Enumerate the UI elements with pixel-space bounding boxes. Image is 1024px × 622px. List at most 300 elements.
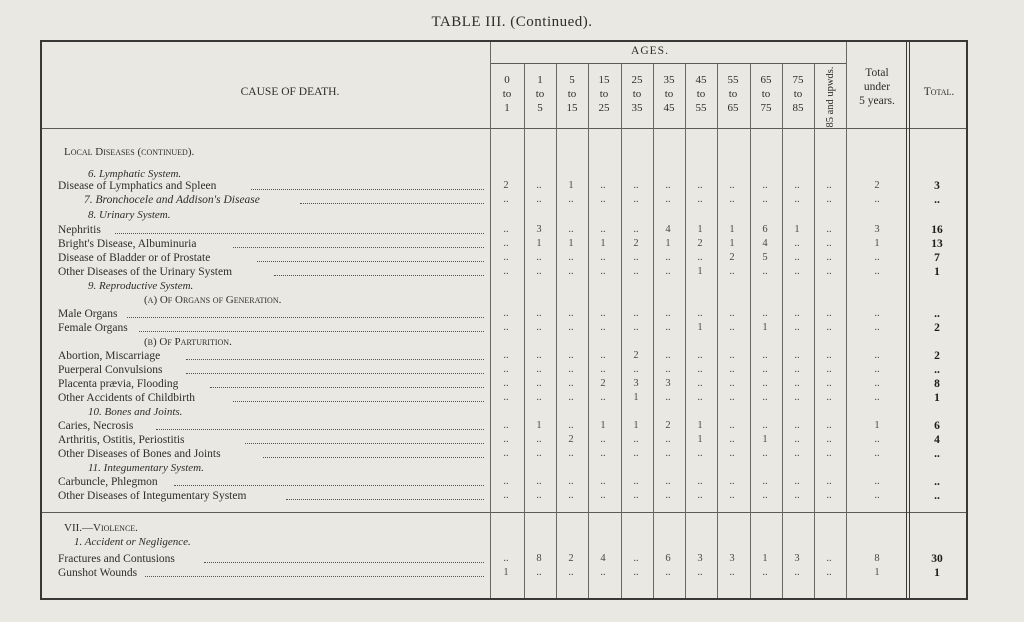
age-value-cell: 3 bbox=[665, 378, 671, 389]
under-5-value-cell: .. bbox=[874, 194, 880, 205]
dotted-leader bbox=[127, 317, 484, 318]
age-value-cell: .. bbox=[794, 392, 800, 403]
age-value-cell: .. bbox=[600, 224, 606, 235]
dotted-leader bbox=[251, 189, 484, 190]
age-value-cell: .. bbox=[794, 238, 800, 249]
dotted-leader bbox=[210, 387, 485, 388]
under-5-value-cell: 1 bbox=[874, 238, 880, 249]
age-value-cell: .. bbox=[536, 180, 542, 191]
age-value-cell: .. bbox=[762, 448, 768, 459]
age-value-cell: .. bbox=[665, 350, 671, 361]
age-value-cell: .. bbox=[665, 194, 671, 205]
age-value-cell: .. bbox=[633, 322, 639, 333]
age-value-cell: .. bbox=[697, 448, 703, 459]
age-value-cell: .. bbox=[762, 392, 768, 403]
cause-label: Bright's Disease, Albuminuria bbox=[58, 238, 197, 250]
age-value-cell: 1 bbox=[697, 322, 703, 333]
age-value-cell: .. bbox=[600, 252, 606, 263]
age-group-header: 1 to 5 bbox=[535, 74, 545, 114]
age-value-cell: .. bbox=[826, 567, 832, 578]
age-value-cell: 2 bbox=[633, 350, 639, 361]
under-5-value-cell: .. bbox=[874, 448, 880, 459]
total-value-cell: 1 bbox=[934, 567, 940, 579]
age-value-cell: .. bbox=[600, 194, 606, 205]
age-value-cell: .. bbox=[762, 308, 768, 319]
age-value-cell: 1 bbox=[536, 238, 542, 249]
age-value-cell: .. bbox=[697, 392, 703, 403]
age-value-cell: .. bbox=[697, 364, 703, 375]
age-value-cell: .. bbox=[826, 364, 832, 375]
age-value-cell: 1 bbox=[697, 434, 703, 445]
age-value-cell: 1 bbox=[697, 420, 703, 431]
age-value-cell: .. bbox=[600, 364, 606, 375]
age-value-cell: .. bbox=[503, 434, 509, 445]
age-value-cell: .. bbox=[600, 476, 606, 487]
age-value-cell: 2 bbox=[568, 434, 574, 445]
age-group-header: 55 to 65 bbox=[727, 74, 739, 114]
age-value-cell: .. bbox=[536, 392, 542, 403]
age-value-cell: .. bbox=[503, 266, 509, 277]
age-value-cell: .. bbox=[633, 434, 639, 445]
age-value-cell: .. bbox=[568, 194, 574, 205]
age-value-cell: 5 bbox=[762, 252, 768, 263]
total-value-cell: 6 bbox=[934, 420, 940, 432]
age-value-cell: .. bbox=[762, 567, 768, 578]
total-value-cell: 4 bbox=[934, 434, 940, 446]
age-value-cell: 1 bbox=[762, 553, 768, 564]
under-5-value-cell: .. bbox=[874, 476, 880, 487]
age-value-cell: .. bbox=[762, 420, 768, 431]
under-5-value-cell: 1 bbox=[874, 567, 880, 578]
dotted-leader bbox=[204, 562, 484, 563]
dotted-leader bbox=[139, 331, 484, 332]
age-85-upwards-header: 85 and upwds. bbox=[825, 66, 836, 128]
age-value-cell: 2 bbox=[633, 238, 639, 249]
section-heading: (a) Of Organs of Generation. bbox=[144, 294, 282, 306]
column-rule bbox=[906, 42, 907, 598]
cause-label: Placenta prævia, Flooding bbox=[58, 378, 179, 390]
dotted-leader bbox=[300, 203, 484, 204]
age-value-cell: .. bbox=[536, 194, 542, 205]
age-value-cell: .. bbox=[568, 448, 574, 459]
age-value-cell: .. bbox=[633, 448, 639, 459]
total-value-cell: .. bbox=[934, 308, 940, 320]
age-value-cell: .. bbox=[729, 266, 735, 277]
age-value-cell: 4 bbox=[600, 553, 606, 564]
age-value-cell: .. bbox=[568, 567, 574, 578]
age-value-cell: .. bbox=[600, 567, 606, 578]
age-value-cell: .. bbox=[536, 476, 542, 487]
age-value-cell: .. bbox=[794, 567, 800, 578]
age-value-cell: 1 bbox=[503, 567, 509, 578]
age-value-cell: .. bbox=[568, 364, 574, 375]
age-value-cell: 1 bbox=[697, 266, 703, 277]
age-value-cell: .. bbox=[794, 252, 800, 263]
age-value-cell: .. bbox=[536, 308, 542, 319]
violence-divider bbox=[42, 512, 966, 513]
age-value-cell: .. bbox=[794, 194, 800, 205]
age-value-cell: .. bbox=[826, 322, 832, 333]
under-5-value-cell: .. bbox=[874, 308, 880, 319]
age-value-cell: .. bbox=[826, 434, 832, 445]
age-value-cell: .. bbox=[665, 434, 671, 445]
total-value-cell: .. bbox=[934, 364, 940, 376]
age-value-cell: .. bbox=[729, 448, 735, 459]
age-value-cell: .. bbox=[503, 350, 509, 361]
under-5-value-cell: .. bbox=[874, 266, 880, 277]
age-value-cell: .. bbox=[536, 434, 542, 445]
age-value-cell: .. bbox=[697, 308, 703, 319]
age-value-cell: .. bbox=[633, 194, 639, 205]
age-value-cell: .. bbox=[794, 308, 800, 319]
age-value-cell: .. bbox=[503, 194, 509, 205]
age-value-cell: .. bbox=[536, 567, 542, 578]
age-value-cell: .. bbox=[826, 238, 832, 249]
age-value-cell: 1 bbox=[665, 238, 671, 249]
age-value-cell: 1 bbox=[762, 322, 768, 333]
age-value-cell: .. bbox=[568, 476, 574, 487]
under-5-value-cell: .. bbox=[874, 378, 880, 389]
age-group-header: 15 to 25 bbox=[598, 74, 610, 114]
age-value-cell: .. bbox=[762, 490, 768, 501]
age-value-cell: 2 bbox=[503, 180, 509, 191]
cause-label: Gunshot Wounds bbox=[58, 567, 138, 579]
under-5-header: Total under 5 years. bbox=[859, 67, 895, 107]
age-value-cell: .. bbox=[665, 567, 671, 578]
age-value-cell: .. bbox=[826, 266, 832, 277]
under-5-value-cell: .. bbox=[874, 434, 880, 445]
cause-header: CAUSE OF DEATH. bbox=[240, 86, 340, 98]
column-rule bbox=[490, 42, 491, 598]
age-value-cell: .. bbox=[568, 266, 574, 277]
under-5-value-cell: .. bbox=[874, 322, 880, 333]
age-value-cell: 3 bbox=[697, 553, 703, 564]
age-value-cell: .. bbox=[633, 553, 639, 564]
age-value-cell: .. bbox=[665, 364, 671, 375]
subsection-heading: 11. Integumentary System. bbox=[88, 462, 204, 474]
age-value-cell: .. bbox=[536, 364, 542, 375]
dotted-leader bbox=[156, 429, 484, 430]
age-value-cell: .. bbox=[697, 180, 703, 191]
cause-label: Abortion, Miscarriage bbox=[58, 350, 161, 362]
age-value-cell: .. bbox=[568, 308, 574, 319]
total-header: Total. bbox=[923, 86, 955, 98]
age-value-cell: .. bbox=[729, 476, 735, 487]
age-value-cell: 3 bbox=[536, 224, 542, 235]
ages-header: AGES. bbox=[631, 45, 669, 57]
section-heading: Local Diseases (continued). bbox=[64, 146, 195, 158]
age-value-cell: .. bbox=[665, 476, 671, 487]
age-value-cell: .. bbox=[568, 322, 574, 333]
dotted-leader bbox=[233, 401, 484, 402]
total-value-cell: .. bbox=[934, 490, 940, 502]
age-value-cell: .. bbox=[729, 434, 735, 445]
age-value-cell: .. bbox=[633, 476, 639, 487]
age-value-cell: .. bbox=[794, 350, 800, 361]
age-value-cell: .. bbox=[536, 378, 542, 389]
age-value-cell: .. bbox=[697, 194, 703, 205]
age-value-cell: .. bbox=[826, 490, 832, 501]
age-value-cell: .. bbox=[794, 378, 800, 389]
age-group-header: 75 to 85 bbox=[792, 74, 804, 114]
subsection-heading: 8. Urinary System. bbox=[88, 209, 171, 221]
age-value-cell: .. bbox=[600, 322, 606, 333]
subsection-heading: 9. Reproductive System. bbox=[88, 280, 194, 292]
column-rule bbox=[846, 42, 847, 598]
age-value-cell: .. bbox=[729, 490, 735, 501]
total-value-cell: 16 bbox=[931, 224, 943, 236]
age-value-cell: .. bbox=[503, 553, 509, 564]
dotted-leader bbox=[233, 247, 484, 248]
age-value-cell: 1 bbox=[729, 238, 735, 249]
cause-label: 7. Bronchocele and Addison's Disease bbox=[84, 194, 260, 206]
under-5-value-cell: .. bbox=[874, 364, 880, 375]
section-heading: VII.—Violence. bbox=[64, 522, 138, 534]
age-value-cell: .. bbox=[665, 180, 671, 191]
age-value-cell: .. bbox=[794, 490, 800, 501]
total-value-cell: .. bbox=[934, 476, 940, 488]
cause-label: Female Organs bbox=[58, 322, 128, 334]
dotted-leader bbox=[257, 261, 484, 262]
age-value-cell: .. bbox=[826, 180, 832, 191]
age-value-cell: .. bbox=[826, 392, 832, 403]
cause-label: Other Diseases of Bones and Joints bbox=[58, 448, 221, 460]
age-value-cell: .. bbox=[697, 378, 703, 389]
age-value-cell: .. bbox=[503, 420, 509, 431]
age-value-cell: .. bbox=[568, 252, 574, 263]
dotted-leader bbox=[145, 576, 484, 577]
total-value-cell: 13 bbox=[931, 238, 943, 250]
age-value-cell: .. bbox=[794, 476, 800, 487]
total-value-cell: 2 bbox=[934, 350, 940, 362]
age-value-cell: 8 bbox=[536, 553, 542, 564]
under-5-value-cell: 3 bbox=[874, 224, 880, 235]
age-value-cell: 3 bbox=[729, 553, 735, 564]
age-value-cell: 1 bbox=[794, 224, 800, 235]
age-value-cell: .. bbox=[633, 252, 639, 263]
total-value-cell: 30 bbox=[931, 553, 943, 565]
age-value-cell: .. bbox=[729, 420, 735, 431]
age-value-cell: 1 bbox=[697, 224, 703, 235]
age-value-cell: .. bbox=[568, 350, 574, 361]
dotted-leader bbox=[186, 359, 484, 360]
age-value-cell: .. bbox=[503, 378, 509, 389]
age-value-cell: .. bbox=[729, 180, 735, 191]
age-group-header: 65 to 75 bbox=[760, 74, 772, 114]
age-value-cell: 4 bbox=[665, 224, 671, 235]
cause-label: Other Diseases of the Urinary System bbox=[58, 266, 233, 278]
age-value-cell: .. bbox=[665, 308, 671, 319]
under-5-value-cell: .. bbox=[874, 490, 880, 501]
age-value-cell: .. bbox=[665, 322, 671, 333]
age-value-cell: .. bbox=[794, 364, 800, 375]
under-5-value-cell: .. bbox=[874, 252, 880, 263]
age-group-header: 45 to 55 bbox=[695, 74, 707, 114]
age-value-cell: .. bbox=[568, 392, 574, 403]
age-value-cell: .. bbox=[568, 224, 574, 235]
age-value-cell: .. bbox=[729, 308, 735, 319]
total-value-cell: 1 bbox=[934, 392, 940, 404]
age-value-cell: .. bbox=[697, 476, 703, 487]
cause-label: Disease of Bladder or of Prostate bbox=[58, 252, 211, 264]
dotted-leader bbox=[274, 275, 484, 276]
age-value-cell: .. bbox=[665, 490, 671, 501]
age-value-cell: .. bbox=[826, 308, 832, 319]
age-value-cell: .. bbox=[826, 224, 832, 235]
age-value-cell: .. bbox=[794, 420, 800, 431]
age-value-cell: 6 bbox=[665, 553, 671, 564]
age-value-cell: .. bbox=[794, 434, 800, 445]
age-value-cell: 1 bbox=[633, 420, 639, 431]
age-value-cell: .. bbox=[633, 364, 639, 375]
age-value-cell: .. bbox=[826, 378, 832, 389]
under-5-value-cell: .. bbox=[874, 392, 880, 403]
subsection-heading: 1. Accident or Negligence. bbox=[74, 536, 191, 548]
age-value-cell: .. bbox=[826, 553, 832, 564]
age-value-cell: .. bbox=[697, 490, 703, 501]
age-value-cell: .. bbox=[536, 448, 542, 459]
age-group-header: 0 to 1 bbox=[502, 74, 512, 114]
age-value-cell: .. bbox=[794, 322, 800, 333]
age-value-cell: 1 bbox=[729, 224, 735, 235]
age-value-cell: .. bbox=[762, 378, 768, 389]
age-value-cell: .. bbox=[536, 350, 542, 361]
age-value-cell: .. bbox=[794, 180, 800, 191]
age-value-cell: 2 bbox=[600, 378, 606, 389]
age-value-cell: .. bbox=[729, 322, 735, 333]
age-value-cell: .. bbox=[633, 567, 639, 578]
under-5-value-cell: 1 bbox=[874, 420, 880, 431]
age-value-cell: .. bbox=[826, 420, 832, 431]
age-value-cell: 1 bbox=[600, 238, 606, 249]
age-value-cell: .. bbox=[633, 266, 639, 277]
age-value-cell: .. bbox=[503, 322, 509, 333]
age-value-cell: .. bbox=[503, 252, 509, 263]
age-value-cell: .. bbox=[600, 448, 606, 459]
age-value-cell: .. bbox=[729, 392, 735, 403]
age-value-cell: 6 bbox=[762, 224, 768, 235]
total-value-cell: 3 bbox=[934, 180, 940, 192]
age-group-header: 25 to 35 bbox=[631, 74, 643, 114]
cause-label: Carbuncle, Phlegmon bbox=[58, 476, 158, 488]
age-value-cell: 2 bbox=[697, 238, 703, 249]
age-value-cell: .. bbox=[536, 266, 542, 277]
cause-label: Other Diseases of Integumentary System bbox=[58, 490, 247, 502]
ages-underline bbox=[491, 63, 847, 64]
age-value-cell: .. bbox=[729, 194, 735, 205]
age-value-cell: .. bbox=[503, 238, 509, 249]
age-value-cell: .. bbox=[600, 392, 606, 403]
age-value-cell: 1 bbox=[762, 434, 768, 445]
age-value-cell: .. bbox=[503, 364, 509, 375]
age-value-cell: 1 bbox=[600, 420, 606, 431]
age-value-cell: .. bbox=[536, 490, 542, 501]
age-value-cell: .. bbox=[794, 448, 800, 459]
age-value-cell: 2 bbox=[665, 420, 671, 431]
subsection-heading: 6. Lymphatic System. bbox=[88, 168, 182, 180]
dotted-leader bbox=[286, 499, 484, 500]
age-value-cell: 4 bbox=[762, 238, 768, 249]
cause-label: Nephritis bbox=[58, 224, 101, 236]
age-value-cell: .. bbox=[503, 490, 509, 501]
under-5-value-cell: .. bbox=[874, 350, 880, 361]
age-value-cell: .. bbox=[633, 490, 639, 501]
age-value-cell: .. bbox=[503, 308, 509, 319]
age-value-cell: .. bbox=[600, 180, 606, 191]
total-value-cell: .. bbox=[934, 448, 940, 460]
age-value-cell: .. bbox=[826, 476, 832, 487]
age-value-cell: .. bbox=[665, 448, 671, 459]
age-value-cell: .. bbox=[729, 350, 735, 361]
age-value-cell: .. bbox=[762, 180, 768, 191]
age-value-cell: .. bbox=[762, 476, 768, 487]
total-value-cell: 8 bbox=[934, 378, 940, 390]
dotted-leader bbox=[245, 443, 484, 444]
age-value-cell: .. bbox=[600, 266, 606, 277]
age-group-header: 35 to 45 bbox=[663, 74, 675, 114]
age-value-cell: .. bbox=[665, 252, 671, 263]
age-value-cell: .. bbox=[568, 378, 574, 389]
age-value-cell: .. bbox=[729, 364, 735, 375]
age-group-header: 5 to 15 bbox=[566, 74, 578, 114]
cause-label: Other Accidents of Childbirth bbox=[58, 392, 196, 404]
age-value-cell: .. bbox=[826, 194, 832, 205]
age-value-cell: .. bbox=[536, 252, 542, 263]
dotted-leader bbox=[115, 233, 484, 234]
total-value-cell: 1 bbox=[934, 266, 940, 278]
cause-label: Disease of Lymphatics and Spleen bbox=[58, 180, 217, 192]
age-value-cell: .. bbox=[503, 448, 509, 459]
cause-label: Arthritis, Ostitis, Periostitis bbox=[58, 434, 185, 446]
age-value-cell: .. bbox=[665, 392, 671, 403]
total-value-cell: .. bbox=[934, 194, 940, 206]
age-value-cell: .. bbox=[665, 266, 671, 277]
age-value-cell: .. bbox=[762, 194, 768, 205]
age-value-cell: .. bbox=[503, 476, 509, 487]
age-value-cell: .. bbox=[794, 266, 800, 277]
subsection-heading: 10. Bones and Joints. bbox=[88, 406, 183, 418]
age-value-cell: 1 bbox=[568, 238, 574, 249]
table-title: TABLE III. (Continued). bbox=[431, 14, 593, 30]
cause-label: Caries, Necrosis bbox=[58, 420, 134, 432]
age-value-cell: .. bbox=[697, 350, 703, 361]
age-value-cell: .. bbox=[697, 567, 703, 578]
column-rule bbox=[909, 42, 910, 598]
age-value-cell: 1 bbox=[568, 180, 574, 191]
age-value-cell: .. bbox=[633, 180, 639, 191]
age-value-cell: 3 bbox=[633, 378, 639, 389]
dotted-leader bbox=[263, 457, 484, 458]
age-value-cell: 1 bbox=[536, 420, 542, 431]
age-value-cell: .. bbox=[826, 252, 832, 263]
age-value-cell: .. bbox=[762, 364, 768, 375]
age-value-cell: .. bbox=[633, 308, 639, 319]
total-value-cell: 2 bbox=[934, 322, 940, 334]
under-5-value-cell: 8 bbox=[874, 553, 880, 564]
age-value-cell: .. bbox=[503, 392, 509, 403]
age-value-cell: .. bbox=[600, 308, 606, 319]
age-value-cell: .. bbox=[826, 448, 832, 459]
section-heading: (b) Of Parturition. bbox=[144, 336, 232, 348]
age-value-cell: .. bbox=[697, 252, 703, 263]
under-5-value-cell: 2 bbox=[874, 180, 880, 191]
age-value-cell: 2 bbox=[568, 553, 574, 564]
dotted-leader bbox=[186, 373, 484, 374]
age-value-cell: .. bbox=[600, 490, 606, 501]
age-value-cell: 1 bbox=[633, 392, 639, 403]
age-value-cell: .. bbox=[633, 224, 639, 235]
age-value-cell: .. bbox=[826, 350, 832, 361]
